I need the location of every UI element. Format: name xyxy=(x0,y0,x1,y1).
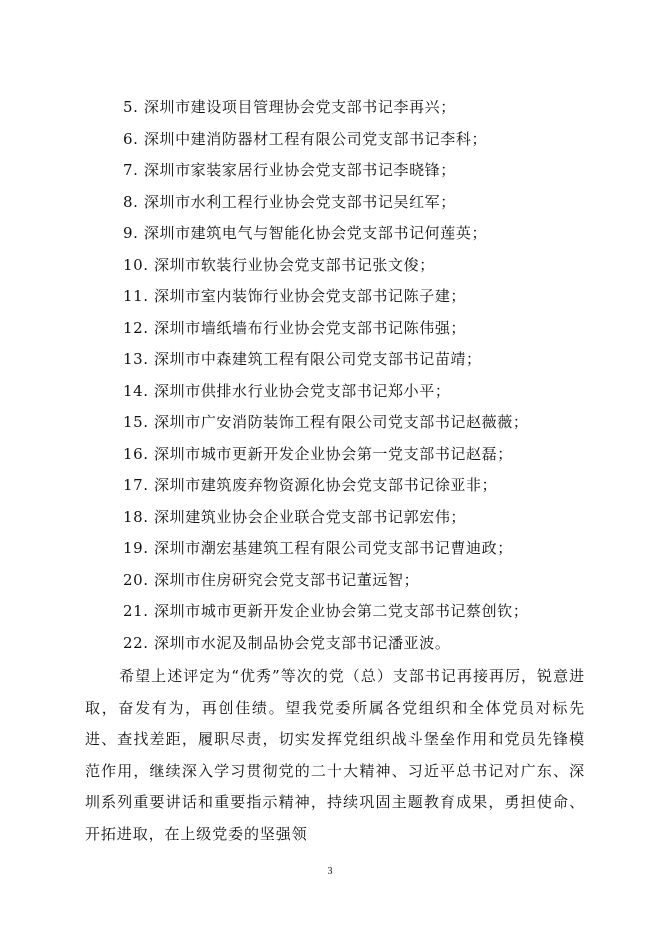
list-item: 21. 深圳市城市更新开发企业协会第二党支部书记蔡创钦； xyxy=(123,602,529,620)
list-item: 5. 深圳市建设项目管理协会党支部书记李再兴； xyxy=(123,98,456,116)
list-item: 8. 深圳市水利工程行业协会党支部书记吴红军； xyxy=(123,192,456,211)
list-item: 7. 深圳市家装家居行业协会党支部书记李晓锋； xyxy=(123,161,456,179)
paragraph-text: 希望上述评定为“优秀”等次的党（总）支部书记再接再厉，锐意进取，奋发有为，再创佳绩。望我党委所属各党组织和全体党员对标先进、查找差距，履职尽责，切实发挥党组织战斗堡垒作用和党员先锋模范作用，继续深入学习贯彻党的二十大精神、习近平总书记对广东、深圳系列重要讲话和重要指示精神，持续巩固主题教育成果，勇担使命、开拓进取，在上级党委的坚强领 xyxy=(85,667,585,843)
list-item: 18. 深圳建筑业协会企业联合党支部书记郭宏伟； xyxy=(123,507,467,526)
list-item: 20. 深圳市住房研究会党支部书记董远智； xyxy=(123,570,420,589)
list-item: 16. 深圳市城市更新开发企业协会第一党支部书记赵磊； xyxy=(123,444,513,463)
list-item: 9. 深圳市建筑电气与智能化协会党支部书记何莲英； xyxy=(123,224,488,242)
list-item: 15. 深圳市广安消防装饰工程有限公司党支部书记赵薇薇； xyxy=(123,413,529,431)
list-item: 13. 深圳市中森建筑工程有限公司党支部书记苗靖； xyxy=(123,350,482,368)
list-item: 6. 深圳中建消防器材工程有限公司党支部书记李科； xyxy=(123,129,488,148)
page-number: 3 xyxy=(327,866,333,877)
list-item: 17. 深圳市建筑废弃物资源化协会党支部书记徐亚非； xyxy=(123,476,498,494)
list-item: 10. 深圳市软装行业协会党支部书记张文俊； xyxy=(123,255,435,274)
list-item: 19. 深圳市潮宏基建筑工程有限公司党支部书记曹迪政； xyxy=(123,539,513,557)
list-item: 14. 深圳市供排水行业协会党支部书记郑小平； xyxy=(123,381,451,400)
list-item: 11. 深圳市室内装饰行业协会党支部书记陈子建； xyxy=(123,287,467,305)
secretary-list xyxy=(123,92,583,659)
body-paragraph xyxy=(85,661,585,851)
list-item: 12. 深圳市墙纸墙布行业协会党支部书记陈伟强； xyxy=(123,318,467,337)
list-item: 22. 深圳市水泥及制品协会党支部书记潘亚波。 xyxy=(123,633,451,652)
